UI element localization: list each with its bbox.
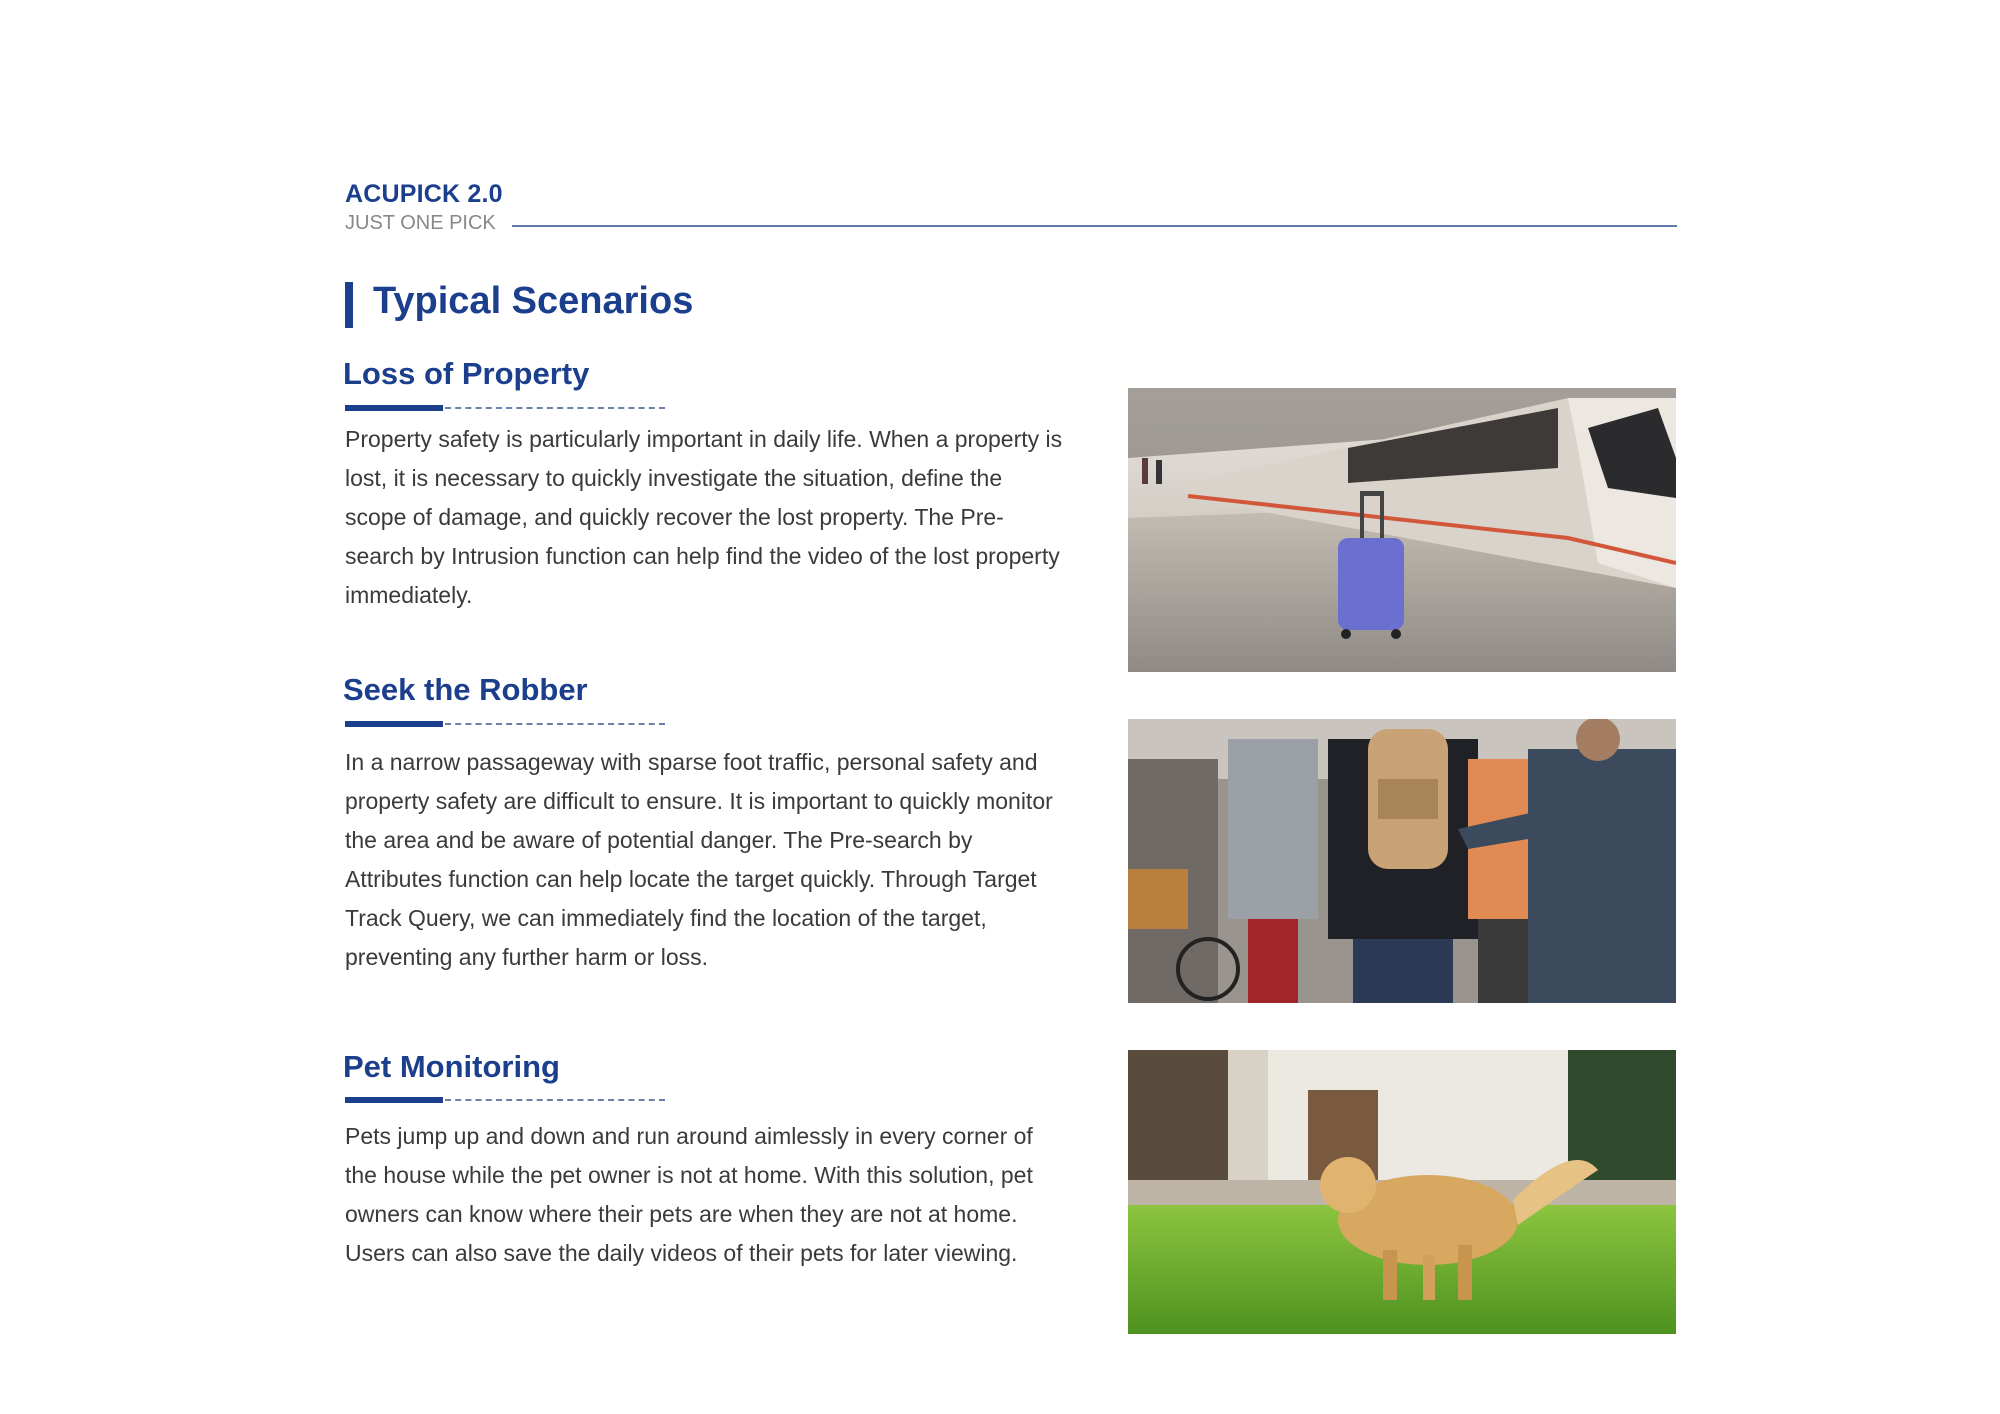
scenario-body-loss-of-property: Property safety is particularly important in daily life. When a property is lost, it is necessary to quickly investigate the situation, define the scope of damage, and quickly recover the lost property. The Pre-search by Intrusion function can help find the video of the lost property immediately. <box>345 426 1063 608</box>
dog-running-lawn-photo <box>1128 1050 1676 1334</box>
underline-solid <box>345 721 443 727</box>
scenario-underline <box>345 721 665 727</box>
scenario-body-seek-the-robber: In a narrow passageway with sparse foot traffic, personal safety and property safety are difficult to ensure. It is important to quickly monitor the area and be aware of potential danger. The Pre-search by Attributes function can help locate the target quickly. Through Target Track Query, we can immediately find the location of the target, preventing any further harm or loss. <box>345 749 1053 970</box>
header-divider <box>512 225 1677 227</box>
brand-name: ACUPICK 2.0 <box>345 180 503 208</box>
scenario-body-pet-monitoring: Pets jump up and down and run around aimlessly in every corner of the house while the pet owner is not at home. With this solution, pet owners can know where their pets are when they are not at home. Users can also save the daily videos of their pets for later viewing. <box>345 1123 1033 1266</box>
scenario-underline <box>345 405 665 411</box>
train-platform-suitcase-photo <box>1128 388 1676 672</box>
underline-dashes <box>445 1099 665 1101</box>
scenario-heading-pet-monitoring: Pet Monitoring <box>343 1049 560 1084</box>
scenario-underline <box>345 1097 665 1103</box>
section-title-accent-bar <box>345 282 353 328</box>
crowd-pickpocket-photo <box>1128 719 1676 1003</box>
underline-solid <box>345 405 443 411</box>
underline-solid <box>345 1097 443 1103</box>
underline-dashes <box>445 723 665 725</box>
underline-dashes <box>445 407 665 409</box>
section-title: Typical Scenarios <box>373 280 694 322</box>
scenario-heading-loss-of-property: Loss of Property <box>343 356 590 391</box>
scenario-heading-seek-the-robber: Seek the Robber <box>343 672 588 707</box>
brand-tagline: JUST ONE PICK <box>345 212 496 234</box>
